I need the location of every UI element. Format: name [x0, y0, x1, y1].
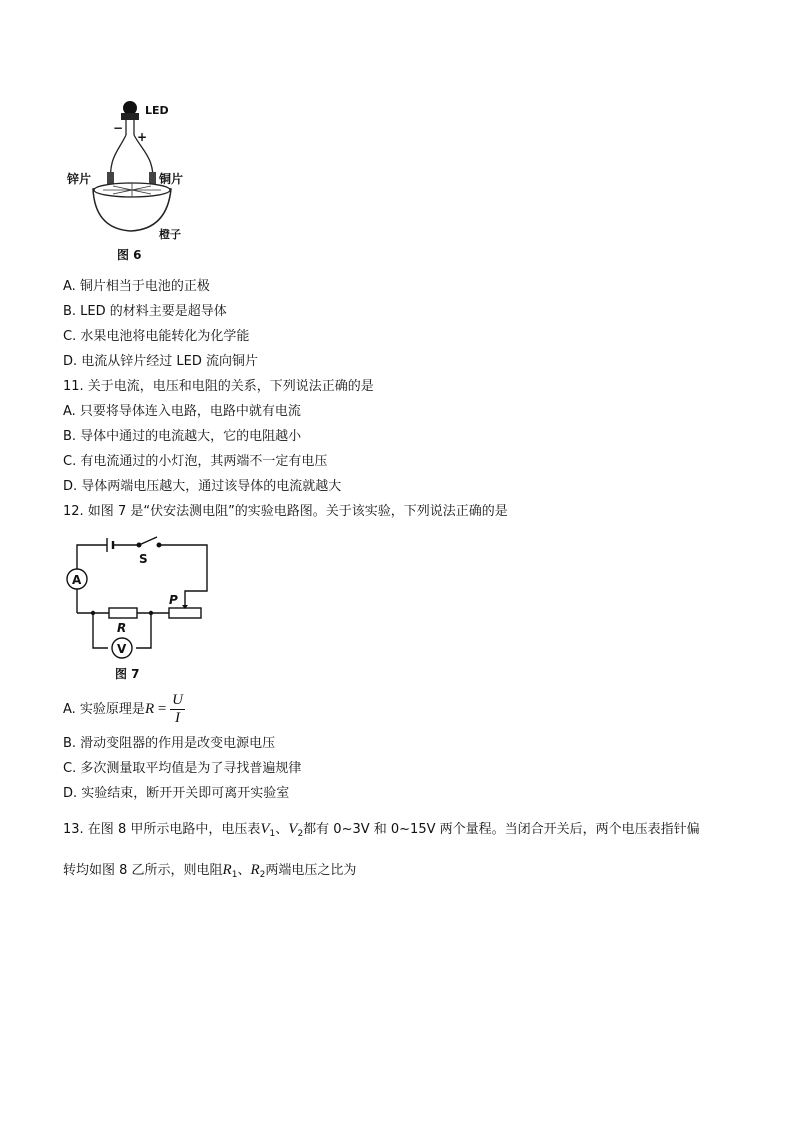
led-bulb	[123, 101, 137, 115]
q10-option-b: B. LED 的材料主要是超导体	[63, 304, 227, 319]
formula-fraction: $\frac{U}{I}$	[172, 692, 183, 726]
fig7-voltmeter-label: V	[117, 642, 127, 656]
fig7-switch-label: S	[139, 552, 148, 566]
q10-option-d: D. 电流从锌片经过 LED 流向铜片	[63, 354, 259, 369]
q11-option-a: A. 只要将导体连入电路，电路中就有电流	[63, 404, 301, 419]
fig7-ammeter-label: A	[72, 573, 82, 587]
fig6-plus-label: +	[137, 130, 148, 144]
fig7-slider-label: P	[169, 593, 178, 607]
q10-option-c: C. 水果电池将电能转化为化学能	[63, 329, 250, 344]
q10-option-a: A. 铜片相当于电池的正极	[63, 279, 210, 294]
figure-6-fruit-battery	[63, 97, 193, 265]
fig6-minus-label: −	[113, 121, 124, 135]
fig6-led-label: LED	[145, 104, 169, 117]
fig7-caption: 图 7	[115, 667, 140, 681]
q11-stem: 11. 关于电流，电压和电阻的关系，下列说法正确的是	[63, 379, 374, 394]
q13-stem-line2: 转均如图 8 乙所示，则电阻$R_1$、$R_2$两端电压之比为	[63, 862, 357, 880]
q13-stem-line1: 13. 在图 8 甲所示电路中，电压表$V_1$、$V_2$都有 0~3V 和 0~15V 两个量程。当闭合开关后，两个电压表指针偏	[63, 821, 700, 839]
q12-stem: 12. 如图 7 是“伏安法测电阻”的实验电路图。关于该实验，下列说法正确的是	[63, 504, 508, 519]
q12-option-c: C. 多次测量取平均值是为了寻找普遍规律	[63, 761, 302, 776]
fig6-caption: 图 6	[117, 248, 142, 262]
figure-7-circuit	[63, 533, 213, 683]
fig6-orange-label: 橙子	[159, 228, 181, 241]
q12-option-a: A. 实验原理是R = $\frac{U}{I}$	[63, 692, 183, 726]
q12-option-b: B. 滑动变阻器的作用是改变电源电压	[63, 736, 276, 751]
q11-option-c: C. 有电流通过的小灯泡，其两端不一定有电压	[63, 454, 328, 469]
fig6-zinc-label: 锌片	[67, 172, 92, 186]
q11-option-d: D. 导体两端电压越大，通过该导体的电流就越大	[63, 479, 342, 494]
q12-option-d: D. 实验结束，断开开关即可离开实验室	[63, 786, 290, 801]
q11-option-b: B. 导体中通过的电流越大，它的电阻越小	[63, 429, 302, 444]
fig6-copper-label: 铜片	[159, 172, 184, 186]
fig7-resistor-label: R	[117, 621, 127, 635]
